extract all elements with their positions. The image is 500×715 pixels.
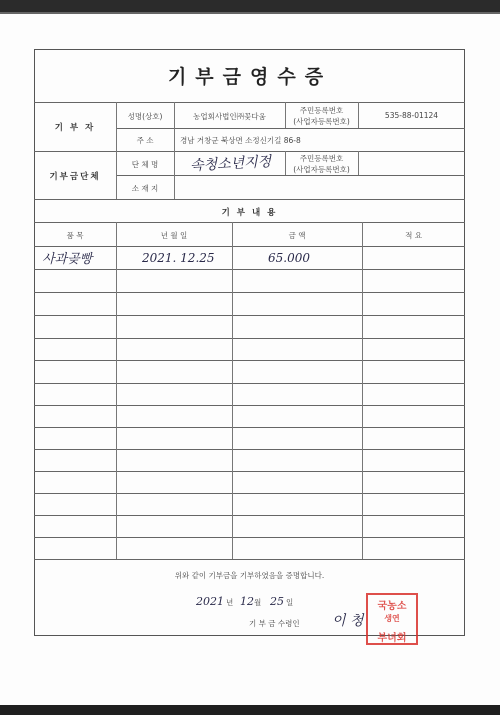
divider: [232, 222, 233, 559]
scan-bottom-edge: [0, 705, 500, 715]
divider: [34, 102, 465, 103]
donor-name-value: 농업회사법인㈜꽃다움: [193, 112, 266, 121]
issue-month: 12: [240, 595, 254, 608]
row-date: 2021. 12.25: [142, 251, 215, 265]
divider: [362, 222, 363, 559]
header-item: 품 목: [66, 231, 84, 240]
divider: [34, 222, 465, 223]
donor-address-label: 주 소: [136, 136, 154, 145]
org-reg-label-2: (사업자등록번호): [293, 165, 350, 174]
org-name-label: 단 체 명: [131, 160, 159, 169]
divider: [34, 405, 465, 406]
donor-reg-value: 535-88-01124: [384, 111, 439, 120]
donor-name-label: 성명(상호): [127, 112, 163, 121]
divider: [34, 515, 465, 516]
divider: [34, 493, 465, 494]
row-item: 사과곶빵: [42, 252, 93, 267]
recipient-signature: 이 청: [332, 613, 364, 629]
divider: [34, 269, 465, 270]
divider: [34, 559, 465, 560]
divider: [34, 383, 465, 384]
org-reg-label-1: 주민등록번호: [299, 154, 344, 163]
header-amount: 금 액: [288, 231, 306, 240]
issue-day-unit: 일: [286, 598, 294, 607]
divider: [34, 315, 465, 316]
divider: [34, 338, 465, 339]
divider: [116, 222, 117, 559]
seal-line-3: 부녀회: [377, 633, 407, 644]
divider: [34, 292, 465, 293]
donor-reg-label-2: (사업자등록번호): [293, 117, 350, 126]
header-note: 적 요: [405, 231, 422, 240]
seal-line-1: 국농소: [377, 601, 407, 612]
donor-section-label: 기 부 자: [54, 123, 96, 133]
divider: [34, 449, 465, 450]
org-section-label: 기부금단체: [49, 172, 101, 182]
certification-statement: 위와 같이 기부금을 기부하였음을 증명합니다.: [174, 571, 325, 580]
contents-section-label: 기 부 내 용: [221, 208, 278, 218]
issue-month-unit: 월: [254, 598, 262, 607]
issue-day: 25: [270, 595, 284, 608]
scan-top-edge: [0, 0, 500, 12]
divider: [34, 360, 465, 361]
donor-address-value: 경남 거창군 북상면 소정신기길 86-8: [180, 136, 301, 145]
divider: [34, 427, 465, 428]
official-seal: [366, 593, 418, 645]
org-location-label: 소 재 지: [131, 184, 159, 193]
row-amount: 65.000: [268, 251, 310, 265]
divider: [358, 151, 359, 175]
org-name-value: 속청소년지정: [189, 153, 272, 175]
scan-top-line: [0, 12, 500, 14]
header-date: 년 월 일: [160, 231, 188, 240]
recipient-label: 기 부 금 수령인: [249, 619, 300, 628]
document-title: 기부금영수증: [167, 66, 333, 88]
divider: [116, 175, 465, 176]
issue-year: 2021: [196, 595, 224, 608]
divider: [34, 246, 465, 247]
issue-year-unit: 년: [226, 598, 234, 607]
divider: [116, 128, 465, 129]
seal-line-2: 생연: [384, 614, 400, 623]
divider: [34, 199, 465, 200]
divider: [34, 471, 465, 472]
divider: [34, 537, 465, 538]
donor-reg-label-1: 주민등록번호: [299, 106, 344, 115]
